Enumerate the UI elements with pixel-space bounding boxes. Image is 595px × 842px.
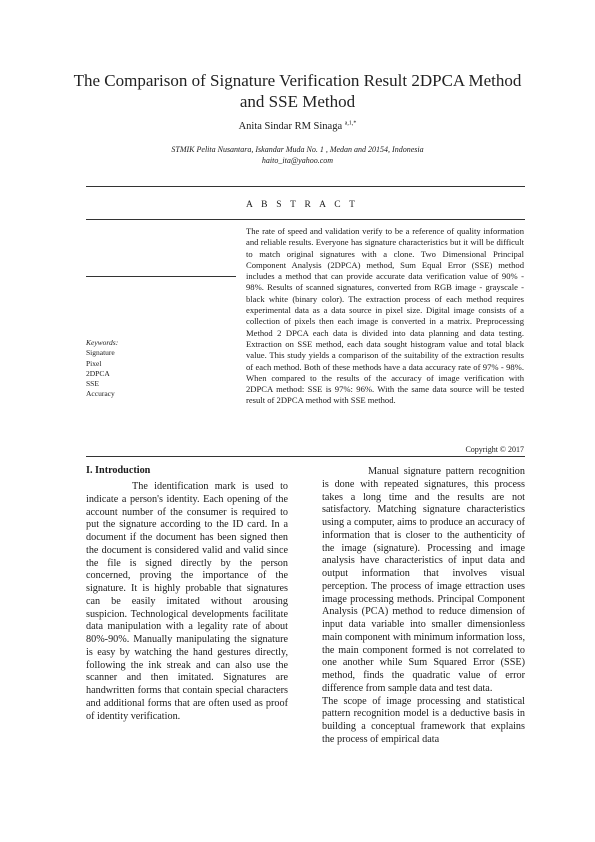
paper-title: The Comparison of Signature Verification Result 2DPCA Method and SSE Method	[73, 71, 522, 111]
intro-paragraph: The scope of image processing and statistical pattern recognition model is a deductive basis in building a conceptual framework that explains the process of empirical data	[322, 695, 525, 745]
bottom-rule	[86, 456, 525, 457]
top-rule	[86, 186, 525, 187]
keyword-item: SSE	[86, 379, 99, 389]
author-email: haito_ita@yahoo.com	[261, 156, 334, 165]
keyword-item: Pixel	[86, 358, 102, 368]
keyword-item: 2DPCA	[86, 368, 110, 378]
section-heading-introduction: I. Introduction	[86, 465, 151, 476]
keywords-block	[86, 338, 118, 400]
keywords-rule	[86, 276, 236, 277]
keyword-item: Accuracy	[86, 389, 115, 399]
abstract-rule	[86, 219, 525, 220]
intro-paragraph: The identification mark is used to indicate a person's identity. Each opening of the account number of the consumer is required to put the signature according to the ID card. In a document if the document has been signed then the document is considered valid and valid since the file is signed directly by the person concerned, proving the importance of the signature. It is highly probable that signatures can be easily imitated without arousing suspicion. Technological developments facilitate data manipulation with a legality rate of about 80%-90%. Manually manipulating the signature is easy by watching the hand gestures directly, following the ink streak and can also use the scanner and then imitated. Signatures are handwritten forms that contain special characters and additional forms that are often used as proof of identity verification.	[86, 481, 288, 722]
abstract-text: The rate of speed and validation verify to be a reference of quality information and reliable results. Everyone has signature characteristics but it will be difficult to match original signatures with a clone. Two Dimensional Principal Component Analysis (2DPCA) method, Sum Equal Error (SSE) method includes a method that can provide accurate data verification value of 90% - 98%. Results of scanned signatures, converted from RGB image - grayscale - black white (binary color). The extraction process of each method requires experimental data as a data source in pixel size. Digital image consists of a collection of pixels then each image is converted in a matrix. Preprocessing Method 2 DPCA each data is divided into data planning and data testing. Extraction on SSE method, each data sought histogram value and total black value. This study yields a comparison of the suitability of the extraction results of each method. Both of these methods have a data accuracy rate of 97% - 98%. When compared to the results of the accuracy of image verification with 2DPCA method: SSE is 97%: 96%. With the same data source will be tested result of 2DPCA method with SSE method.	[246, 226, 524, 406]
keyword-item: Signature	[86, 348, 115, 358]
right-column	[322, 466, 525, 747]
affiliation: STMIK Pelita Nusantara, Iskandar Muda No. 1 , Medan and 20154, Indonesia	[171, 145, 424, 154]
author-superscript: a,1,*	[344, 120, 357, 127]
intro-paragraph: Manual signature pattern recognition is done with repeated signatures, this process takes a long time and the results are not satisfactory. Matching signature characteristics using a computer, aims to produce an accuracy of information that is closer to the authenticity of the image (signature). Processing and image analysis have characteristics of input data and output information that involves visual perception. The process of image ettraction uses image processing methods. Principal Component Analysis (PCA) method to reduce dimension of input data variable into smaller dimensionless main component with minimum information loss, the main component formed is not correlated to one another while Sum Squared Error (SSE) method, finds the quadratic value of error difference from sample data and test data.	[322, 466, 525, 694]
keywords-heading: Keywords:	[86, 338, 119, 347]
author-name: Anita Sindar RM Sinaga	[238, 121, 343, 132]
author-line	[0, 121, 595, 132]
affiliation-block	[0, 144, 595, 166]
left-column	[86, 481, 288, 723]
abstract-heading: A B S T R A C T	[246, 200, 359, 210]
copyright-notice: Copyright © 2017	[465, 445, 524, 454]
